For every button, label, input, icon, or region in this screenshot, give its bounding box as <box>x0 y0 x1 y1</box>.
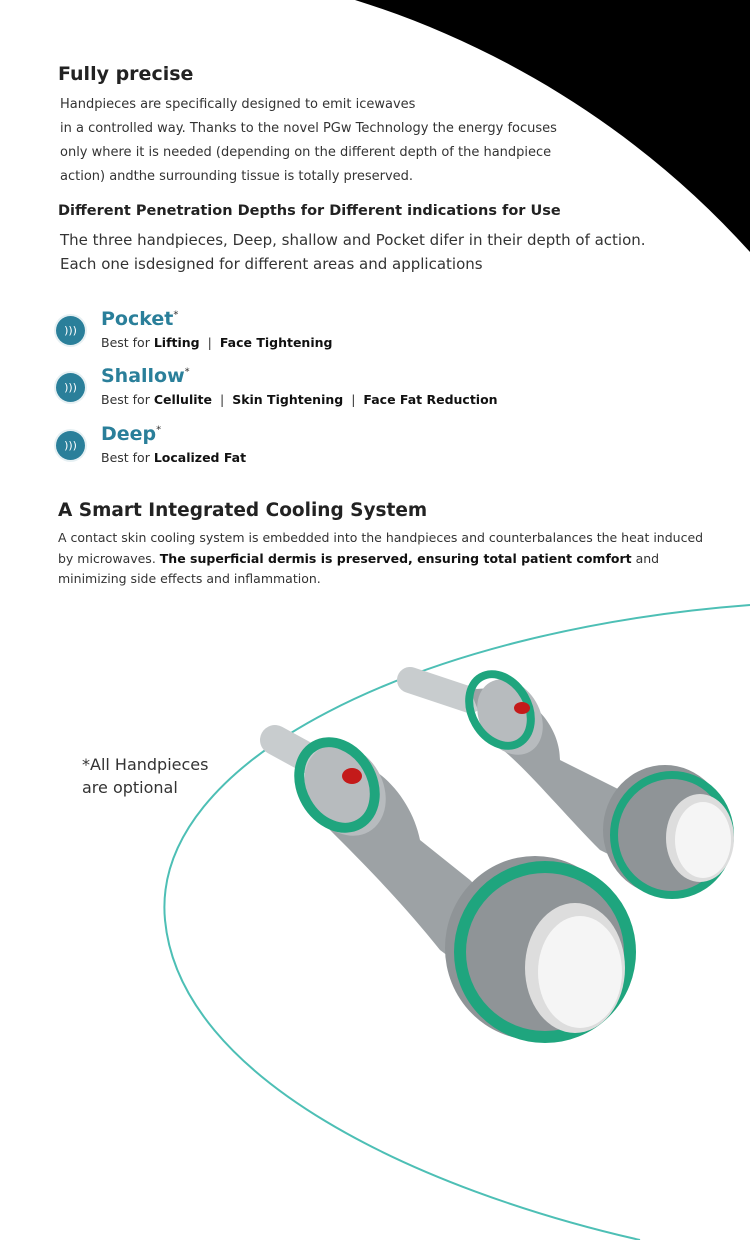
note-line: are optional <box>82 778 178 797</box>
name-text: Deep <box>101 423 157 445</box>
use: Lifting <box>153 335 200 350</box>
text-line: The three handpieces, Deep, shallow and Pocket difer in their depth of action. <box>60 231 646 249</box>
handpiece-name <box>101 308 178 330</box>
fully-precise-text <box>60 93 580 189</box>
note-line: *All Handpieces <box>82 755 209 774</box>
asterisk: * <box>184 366 190 378</box>
sound-wave-icon: ))) <box>56 431 85 460</box>
section-title-cooling-system: A Smart Integrated Cooling System <box>58 500 428 521</box>
best-for-label: Best for <box>101 335 150 350</box>
text-part: A contact skin cooling system is embedded into the handpieces and counterbalances the heat induced by microwaves. <box>58 530 704 566</box>
use: Face Fat Reduction <box>363 392 498 407</box>
handpiece-name <box>101 423 161 445</box>
separator: | <box>351 392 356 407</box>
use: Localized Fat <box>153 450 247 465</box>
use: Cellulite <box>153 392 212 407</box>
name-text: Shallow <box>101 365 185 387</box>
best-for-label: Best for <box>101 450 150 465</box>
best-for <box>101 392 498 407</box>
penetration-depths-text <box>60 228 660 276</box>
name-text: Pocket <box>101 308 174 330</box>
cooling-system-text <box>58 528 718 590</box>
text-line: in a controlled way. Thanks to the novel PGw Technology the energy focuses <box>60 121 557 136</box>
handpiece-image-back <box>410 663 734 895</box>
best-for <box>101 335 332 350</box>
best-for-label: Best for <box>101 392 150 407</box>
sound-wave-icon: ))) <box>56 316 85 345</box>
text-line: Handpieces are specifically designed to emit icewaves <box>60 97 416 112</box>
asterisk: * <box>156 424 162 436</box>
separator: | <box>219 392 225 407</box>
section-title-penetration-depths: Different Penetration Depths for Different indications for Use <box>58 203 561 219</box>
text-bold: The superficial dermis is preserved, ensuring total patient comfort <box>159 550 632 566</box>
separator: | <box>207 335 212 350</box>
optional-note <box>82 753 208 799</box>
best-for <box>101 450 246 465</box>
sound-wave-icon: ))) <box>56 373 85 402</box>
handpiece-name <box>101 365 190 387</box>
text-part: and minimizing side effects and inflammation. <box>58 550 660 586</box>
use: Face Tightening <box>219 335 333 350</box>
use: Skin Tightening <box>232 392 344 407</box>
section-title-fully-precise: Fully precise <box>58 63 194 85</box>
text-line: only where it is needed (depending on the different depth of the handpiece <box>60 145 552 160</box>
text-line: Each one isdesigned for different areas and applications <box>60 255 483 273</box>
asterisk: * <box>173 309 179 321</box>
text-line: action) andthe surrounding tissue is totally preserved. <box>60 169 414 184</box>
